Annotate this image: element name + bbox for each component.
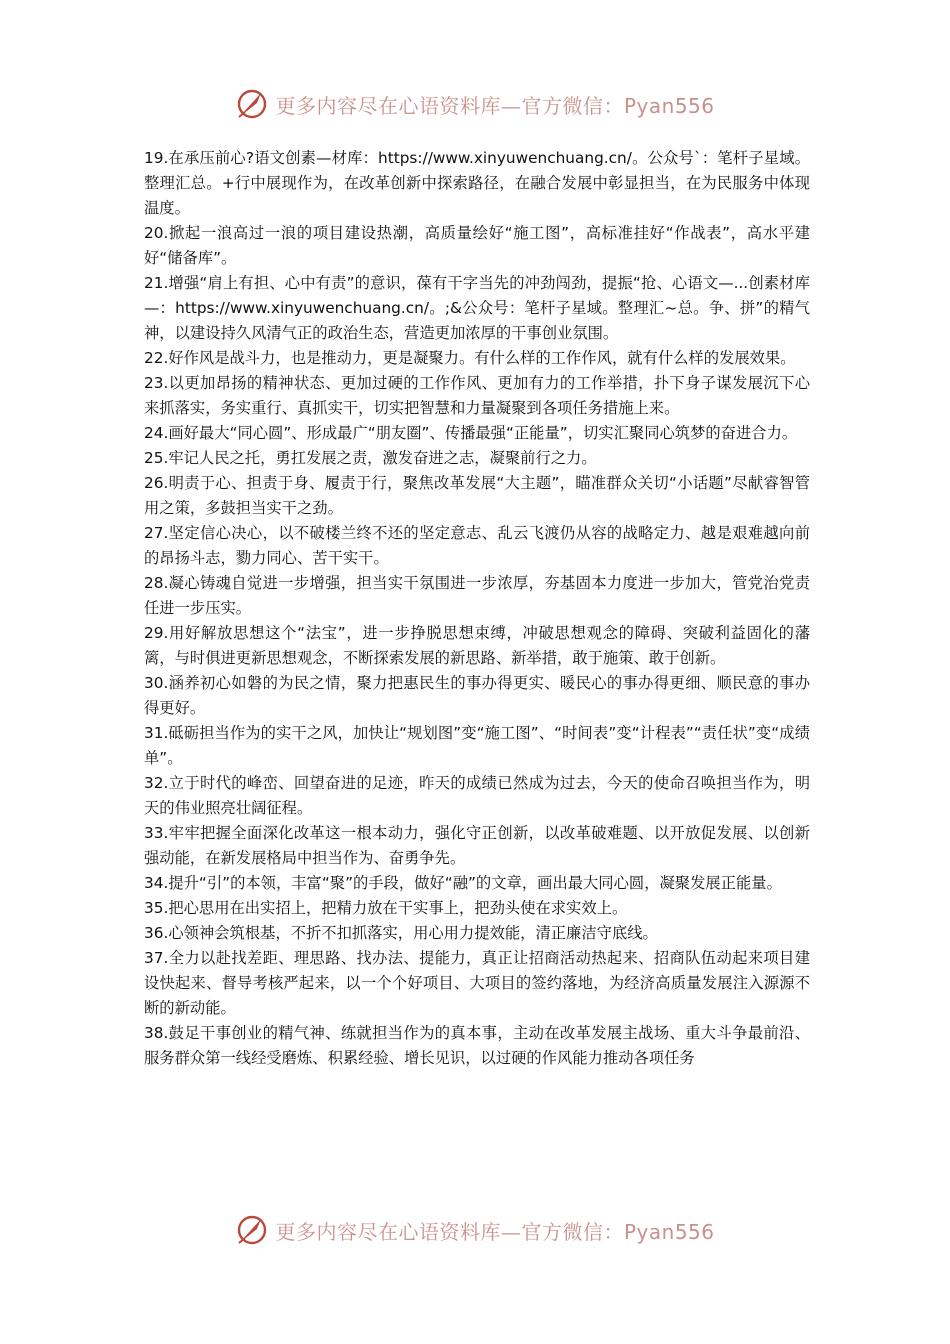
paragraph-26: 26.明责于心、担责于身、履责于行，聚焦改革发展“大主题”，瞄准群众关切“小话题”尽献睿智管用之策，多鼓担当实干之劲。	[144, 474, 810, 517]
paragraph-21: 21.增强“肩上有担、心中有责”的意识，葆有干字当先的冲劲闯劲，提振“抢、心语文—...创素材库—：https://www.xinyuwenchuang.cn/。;&公众号：笔杆子星域。整理汇~总。争、拼”的精气神，以建设持久风清气正的政治生态，营造更加浓厚的干事创业氛围。	[144, 274, 810, 342]
paragraph-36: 36.心领神会筑根基，不折不扣抓落实，用心用力提效能，清正廉洁守底线。	[144, 924, 658, 942]
paragraph-30: 30.涵养初心如磐的为民之情，聚力把惠民生的事办得更实、暖民心的事办得更细、顺民意的事办得更好。	[144, 674, 810, 717]
paragraph-31: 31.砥砺担当作为的实干之风，加快让“规划图”变“施工图”、“时间表”变“计程表”“责任状”变“成绩单”。	[144, 724, 810, 767]
paragraph-19: 19.在承压前心?语文创素—材库：https://www.xinyuwenchuang.cn/。公众号`：笔杆子星域。整理汇总。+行中展现作为，在改革创新中探索路径，在融合发展中彰显担当，在为民服务中体现温度。	[144, 149, 810, 217]
paragraph-35: 35.把心思用在出实招上，把精力放在干实事上，把劲头使在求实效上。	[144, 899, 628, 917]
paragraph-37: 37.全力以赴找差距、理思路、找办法、提能力，真正让招商活动热起来、招商队伍动起来项目建设快起来、督导考核严起来，以一个个好项目、大项目的签约落地，为经济高质量发展注入源源不断的新动能。	[144, 949, 810, 1017]
paragraph-32: 32.立于时代的峰峦、回望奋进的足迹，昨天的成绩已然成为过去，今天的使命召唤担当作为，明天的伟业照亮壮阔征程。	[144, 774, 810, 817]
quill-logo-icon	[235, 1213, 269, 1247]
header-banner-text: 更多内容尽在心语资料库—官方微信：Pyan556	[275, 93, 715, 118]
footer-wechat-id: Pyan556	[623, 1219, 715, 1244]
paragraph-22: 22.好作风是战斗力，也是推动力，更是凝聚力。有什么样的工作作风，就有什么样的发展效果。	[144, 349, 796, 367]
footer-banner	[0, 1210, 950, 1250]
paragraph-24: 24.画好最大“同心圆”、形成最广“朋友圈”、传播最强“正能量”，切实汇聚同心筑梦的奋进合力。	[144, 424, 798, 442]
quill-logo-icon	[235, 87, 269, 121]
paragraph-23: 23.以更加昂扬的精神状态、更加过硬的工作作风、更加有力的工作举措，扑下身子谋发展沉下心来抓落实，务实重行、真抓实干，切实把智慧和力量凝聚到各项任务措施上来。	[144, 374, 810, 417]
footer-banner-text: 更多内容尽在心语资料库—官方微信：Pyan556	[275, 1219, 715, 1244]
header-wechat-id: Pyan556	[623, 93, 715, 118]
paragraph-28: 28.凝心铸魂自觉进一步增强，担当实干氛围进一步浓厚，夯基固本力度进一步加大，管党治党责任进一步压实。	[144, 574, 810, 617]
paragraph-27: 27.坚定信心决心，以不破楼兰终不还的坚定意志、乱云飞渡仍从容的战略定力、越是艰难越向前的昂扬斗志，勠力同心、苦干实干。	[144, 524, 810, 567]
paragraph-33: 33.牢牢把握全面深化改革这一根本动力，强化守正创新，以改革破难题、以开放促发展、以创新强动能，在新发展格局中担当作为、奋勇争先。	[144, 824, 810, 867]
header-banner	[0, 84, 950, 124]
paragraph-38: 38.鼓足干事创业的精气神、练就担当作为的真本事，主动在改革发展主战场、重大斗争最前沿、服务群众第一线经受磨炼、积累经验、增长见识，以过硬的作风能力推动各项任务	[144, 1024, 810, 1067]
paragraph-34: 34.提升“引”的本领，丰富“聚”的手段，做好“融”的文章，画出最大同心圆，凝聚发展正能量。	[144, 874, 782, 892]
paragraph-25: 25.牢记人民之托，勇扛发展之责，激发奋进之志，凝聚前行之力。	[144, 449, 597, 467]
paragraph-29: 29.用好解放思想这个“法宝”，进一步挣脱思想束缚，冲破思想观念的障碍、突破利益固化的藩篱，与时俱进更新思想观念，不断探索发展的新思路、新举措，敢于施策、敢于创新。	[144, 624, 810, 667]
document-body	[144, 146, 810, 1071]
paragraph-20: 20.掀起一浪高过一浪的项目建设热潮，高质量绘好“施工图”，高标准挂好“作战表”，高水平建好“储备库”。	[144, 224, 810, 267]
